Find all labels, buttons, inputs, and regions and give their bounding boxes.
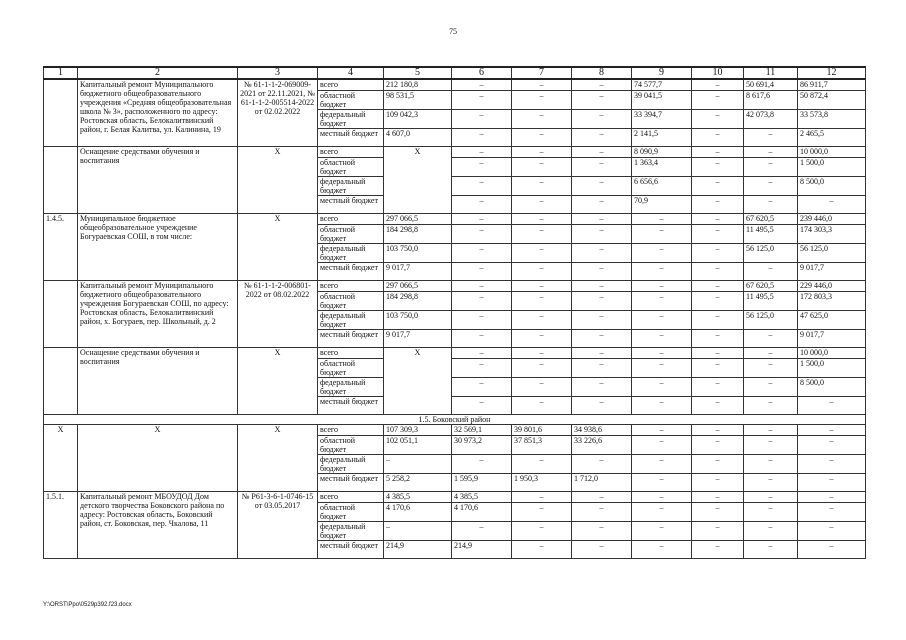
value-col-5: 212 180,8 — [384, 79, 452, 90]
value-col-10: – — [692, 262, 744, 280]
value-col-5: 98 531,5 — [384, 90, 452, 109]
value-col-11: – — [744, 454, 798, 473]
value-col-8: – — [572, 90, 632, 109]
value-col-9: – — [632, 347, 692, 358]
funding-source: областной бюджет — [318, 435, 384, 454]
value-col-6: – — [452, 262, 512, 280]
table-row — [44, 79, 866, 90]
value-col-7: – — [512, 79, 572, 90]
value-col-8: – — [572, 491, 632, 502]
col5-merged-value: Х — [384, 146, 452, 213]
value-col-5: 4 385,5 — [384, 491, 452, 502]
value-col-9: 70,9 — [632, 195, 692, 213]
value-col-11: – — [744, 377, 798, 396]
value-col-6: – — [452, 521, 512, 540]
value-col-10: – — [692, 291, 744, 310]
value-col-12: – — [798, 424, 866, 435]
value-col-7: – — [512, 396, 572, 414]
value-col-9: – — [632, 291, 692, 310]
value-col-8: – — [572, 291, 632, 310]
value-col-6: 1 595,9 — [452, 473, 512, 491]
value-col-12: – — [798, 435, 866, 454]
expertise-document: Х — [238, 146, 318, 213]
value-col-9: – — [632, 540, 692, 558]
value-col-11: – — [744, 195, 798, 213]
value-col-5: 4 170,6 — [384, 502, 452, 521]
item-number: 1.5.1. — [44, 491, 78, 558]
value-col-10: – — [692, 435, 744, 454]
value-col-11: – — [744, 435, 798, 454]
file-path-footer: Y:\ORST\Ppo\0529p392.f23.docx — [43, 602, 132, 608]
value-col-6: – — [452, 79, 512, 90]
value-col-6: – — [452, 213, 512, 224]
value-col-9: – — [632, 280, 692, 291]
funding-source: федеральный бюджет — [318, 109, 384, 128]
value-col-11: – — [744, 262, 798, 280]
value-col-5: 5 258,2 — [384, 473, 452, 491]
value-col-11: – — [744, 176, 798, 195]
value-col-8: – — [572, 521, 632, 540]
value-col-6: 4 170,6 — [452, 502, 512, 521]
value-col-10: – — [692, 195, 744, 213]
value-col-10: – — [692, 157, 744, 176]
value-col-12: 56 125,0 — [798, 243, 866, 262]
value-col-11: 56 125,0 — [744, 243, 798, 262]
table-row — [44, 347, 866, 358]
value-col-6: – — [452, 157, 512, 176]
value-col-9: – — [632, 329, 692, 347]
value-col-10: – — [692, 491, 744, 502]
funding-source: местный бюджет — [318, 396, 384, 414]
value-col-9: – — [632, 473, 692, 491]
funding-source: федеральный бюджет — [318, 310, 384, 329]
value-col-5: – — [384, 454, 452, 473]
value-col-12: 174 303,3 — [798, 224, 866, 243]
value-col-7: – — [512, 224, 572, 243]
value-col-12: 47 625,0 — [798, 310, 866, 329]
value-col-11: – — [744, 521, 798, 540]
value-col-7: 37 851,3 — [512, 435, 572, 454]
funding-source: местный бюджет — [318, 262, 384, 280]
value-col-7: – — [512, 157, 572, 176]
value-col-10: – — [692, 128, 744, 146]
value-col-11: 67 620,5 — [744, 213, 798, 224]
funding-source: местный бюджет — [318, 329, 384, 347]
value-col-6: – — [452, 176, 512, 195]
value-col-10: – — [692, 473, 744, 491]
value-col-11: – — [744, 358, 798, 377]
table-row — [44, 280, 866, 291]
value-col-12: 2 465,5 — [798, 128, 866, 146]
value-col-12: 8 500,0 — [798, 176, 866, 195]
funding-source: федеральный бюджет — [318, 377, 384, 396]
value-col-7: – — [512, 347, 572, 358]
item-name: Муниципальное бюджетное общеобразовательное учреждение Богураевская СОШ, в том числе: — [78, 213, 238, 280]
funding-source: всего — [318, 280, 384, 291]
value-col-8: – — [572, 329, 632, 347]
value-col-12: 172 803,3 — [798, 291, 866, 310]
value-col-12: 33 573,8 — [798, 109, 866, 128]
value-col-10: – — [692, 146, 744, 157]
value-col-10: – — [692, 347, 744, 358]
value-col-9: 74 577,7 — [632, 79, 692, 90]
value-col-11: – — [744, 157, 798, 176]
value-col-5: 184 298,8 — [384, 224, 452, 243]
value-col-9: – — [632, 262, 692, 280]
value-col-10: – — [692, 396, 744, 414]
value-col-10: – — [692, 224, 744, 243]
value-col-7: – — [512, 502, 572, 521]
value-col-11: – — [744, 128, 798, 146]
value-col-7: 1 950,3 — [512, 473, 572, 491]
value-col-9: 39 041,5 — [632, 90, 692, 109]
value-col-6: – — [452, 358, 512, 377]
value-col-6: – — [452, 329, 512, 347]
value-col-12: – — [798, 396, 866, 414]
value-col-10: – — [692, 377, 744, 396]
page-number: 75 — [449, 27, 457, 36]
value-col-8: – — [572, 454, 632, 473]
funding-source: федеральный бюджет — [318, 454, 384, 473]
item-number: 1.4.5. — [44, 213, 78, 280]
value-col-11: – — [744, 347, 798, 358]
value-col-8: – — [572, 262, 632, 280]
value-col-9: – — [632, 213, 692, 224]
item-name: Оснащение средствами обучения и воспитания — [78, 146, 238, 213]
value-col-8: 34 938,6 — [572, 424, 632, 435]
value-col-11: 67 620,5 — [744, 280, 798, 291]
value-col-8: – — [572, 195, 632, 213]
value-col-6: – — [452, 195, 512, 213]
value-col-12: – — [798, 521, 866, 540]
funding-source: всего — [318, 491, 384, 502]
value-col-10: – — [692, 90, 744, 109]
value-col-7: – — [512, 540, 572, 558]
value-col-8: – — [572, 243, 632, 262]
value-col-10: – — [692, 521, 744, 540]
value-col-9: 1 363,4 — [632, 157, 692, 176]
value-col-8: – — [572, 157, 632, 176]
value-col-12: – — [798, 454, 866, 473]
value-col-12: 239 446,0 — [798, 213, 866, 224]
value-col-12: 9 017,7 — [798, 329, 866, 347]
table-row — [44, 424, 866, 435]
funding-source: областной бюджет — [318, 502, 384, 521]
value-col-7: – — [512, 195, 572, 213]
value-col-11: – — [744, 329, 798, 347]
value-col-6: – — [452, 90, 512, 109]
expertise-document: Х — [238, 213, 318, 280]
value-col-6: 214,9 — [452, 540, 512, 558]
value-col-6: – — [452, 454, 512, 473]
col-header-11: 11 — [744, 67, 798, 79]
value-col-7: – — [512, 176, 572, 195]
value-col-5: 103 750,0 — [384, 243, 452, 262]
funding-source: федеральный бюджет — [318, 176, 384, 195]
funding-source: местный бюджет — [318, 128, 384, 146]
value-col-7: – — [512, 310, 572, 329]
value-col-7: – — [512, 109, 572, 128]
value-col-11: 50 691,4 — [744, 79, 798, 90]
value-col-5: 4 607,0 — [384, 128, 452, 146]
value-col-5: 102 051,1 — [384, 435, 452, 454]
value-col-10: – — [692, 454, 744, 473]
value-col-8: – — [572, 224, 632, 243]
value-col-7: – — [512, 90, 572, 109]
value-col-8: 33 226,6 — [572, 435, 632, 454]
value-col-7: – — [512, 128, 572, 146]
col-header-3: 3 — [238, 67, 318, 79]
value-col-5: – — [384, 521, 452, 540]
funding-source: всего — [318, 213, 384, 224]
value-col-8: – — [572, 310, 632, 329]
value-col-10: – — [692, 424, 744, 435]
value-col-9: 33 394,7 — [632, 109, 692, 128]
value-col-8: – — [572, 377, 632, 396]
value-col-11: 42 073,8 — [744, 109, 798, 128]
value-col-9: 2 141,5 — [632, 128, 692, 146]
item-name: Капитальный ремонт МБОУДОД Дом детского творчества Боковского района по адресу: Ростовская область, Боковский район, ст. Боковская, пер. Чкалова, 11 — [78, 491, 238, 558]
value-col-10: – — [692, 109, 744, 128]
funding-source: всего — [318, 146, 384, 157]
item-name: Капитальный ремонт Муниципального бюджетного общеобразовательного учреждения Богураевская СОШ, по адресу: Ростовская область, Белокалитвинский район, х. Богураев, пер. Школьный, д. 2 — [78, 280, 238, 347]
value-col-6: – — [452, 224, 512, 243]
value-col-11: – — [744, 424, 798, 435]
value-col-6: 30 973,2 — [452, 435, 512, 454]
col-header-12: 12 — [798, 67, 866, 79]
budget-table — [43, 66, 866, 559]
col-header-2: 2 — [78, 67, 238, 79]
value-col-5: 109 042,3 — [384, 109, 452, 128]
value-col-7: – — [512, 329, 572, 347]
value-col-7: – — [512, 358, 572, 377]
section-row — [44, 414, 866, 424]
value-col-8: – — [572, 79, 632, 90]
expertise-document: Х — [238, 347, 318, 414]
value-col-9: – — [632, 454, 692, 473]
funding-source: областной бюджет — [318, 157, 384, 176]
item-name: Оснащение средствами обучения и воспитания — [78, 347, 238, 414]
item-number: Х — [44, 424, 78, 491]
value-col-9: – — [632, 310, 692, 329]
value-col-12: – — [798, 195, 866, 213]
value-col-5: 103 750,0 — [384, 310, 452, 329]
table-row — [44, 146, 866, 157]
value-col-8: – — [572, 347, 632, 358]
value-col-7: – — [512, 243, 572, 262]
value-col-5: 107 309,3 — [384, 424, 452, 435]
value-col-10: – — [692, 79, 744, 90]
value-col-6: – — [452, 243, 512, 262]
value-col-9: – — [632, 358, 692, 377]
funding-source: областной бюджет — [318, 224, 384, 243]
value-col-6: – — [452, 377, 512, 396]
value-col-6: – — [452, 128, 512, 146]
item-number — [44, 79, 78, 146]
value-col-11: 11 495,5 — [744, 291, 798, 310]
value-col-12: – — [798, 502, 866, 521]
expertise-document: № Р61-3-6-1-0746-15 от 03.05.2017 — [238, 491, 318, 558]
col-header-1: 1 — [44, 67, 78, 79]
value-col-6: 32 569,1 — [452, 424, 512, 435]
value-col-10: – — [692, 176, 744, 195]
value-col-10: – — [692, 329, 744, 347]
value-col-9: – — [632, 224, 692, 243]
value-col-5: 9 017,7 — [384, 329, 452, 347]
value-col-8: – — [572, 128, 632, 146]
value-col-8: – — [572, 540, 632, 558]
value-col-10: – — [692, 310, 744, 329]
expertise-document: Х — [238, 424, 318, 491]
col-header-5: 5 — [384, 67, 452, 79]
value-col-6: – — [452, 396, 512, 414]
value-col-9: – — [632, 502, 692, 521]
expertise-document: № 61-1-1-2-006801-2022 от 08.02.2022 — [238, 280, 318, 347]
funding-source: областной бюджет — [318, 358, 384, 377]
value-col-8: – — [572, 146, 632, 157]
value-col-6: – — [452, 109, 512, 128]
value-col-12: 229 446,0 — [798, 280, 866, 291]
value-col-12: – — [798, 491, 866, 502]
column-number-row — [44, 67, 866, 79]
value-col-6: – — [452, 291, 512, 310]
col5-merged-value: Х — [384, 347, 452, 414]
funding-source: федеральный бюджет — [318, 521, 384, 540]
value-col-9: – — [632, 377, 692, 396]
value-col-9: – — [632, 435, 692, 454]
value-col-6: – — [452, 280, 512, 291]
col-header-6: 6 — [452, 67, 512, 79]
item-number — [44, 146, 78, 213]
item-number — [44, 347, 78, 414]
value-col-12: – — [798, 540, 866, 558]
value-col-7: – — [512, 291, 572, 310]
value-col-12: 1 500,0 — [798, 157, 866, 176]
funding-source: федеральный бюджет — [318, 243, 384, 262]
value-col-9: – — [632, 243, 692, 262]
expertise-document: № 61-1-1-2-069009-2021 от 22.11.2021, № 61-1-1-2-005514-2022 от 02.02.2022 — [238, 79, 318, 146]
funding-source: местный бюджет — [318, 473, 384, 491]
value-col-7: – — [512, 377, 572, 396]
value-col-11: – — [744, 502, 798, 521]
value-col-6: – — [452, 310, 512, 329]
value-col-12: 86 911,7 — [798, 79, 866, 90]
value-col-8: – — [572, 396, 632, 414]
value-col-11: 8 617,6 — [744, 90, 798, 109]
value-col-9: 8 090,9 — [632, 146, 692, 157]
value-col-12: 9 017,7 — [798, 262, 866, 280]
value-col-10: – — [692, 540, 744, 558]
funding-source: местный бюджет — [318, 195, 384, 213]
col-header-10: 10 — [692, 67, 744, 79]
value-col-12: 10 000,0 — [798, 347, 866, 358]
value-col-5: 297 066,5 — [384, 280, 452, 291]
value-col-9: – — [632, 424, 692, 435]
value-col-11: 56 125,0 — [744, 310, 798, 329]
value-col-8: – — [572, 176, 632, 195]
value-col-8: – — [572, 109, 632, 128]
value-col-10: – — [692, 358, 744, 377]
item-number — [44, 280, 78, 347]
col-header-9: 9 — [632, 67, 692, 79]
funding-source: областной бюджет — [318, 291, 384, 310]
col-header-4: 4 — [318, 67, 384, 79]
value-col-11: – — [744, 396, 798, 414]
value-col-11: – — [744, 540, 798, 558]
section-title: 1.5. Боковский район — [44, 414, 866, 424]
value-col-7: – — [512, 454, 572, 473]
value-col-6: 4 385,5 — [452, 491, 512, 502]
funding-source: всего — [318, 424, 384, 435]
value-col-8: – — [572, 358, 632, 377]
col-header-7: 7 — [512, 67, 572, 79]
value-col-12: 50 872,4 — [798, 90, 866, 109]
table-row — [44, 491, 866, 502]
value-col-7: 39 801,6 — [512, 424, 572, 435]
funding-source: всего — [318, 347, 384, 358]
value-col-12: – — [798, 473, 866, 491]
value-col-9: – — [632, 396, 692, 414]
value-col-7: – — [512, 491, 572, 502]
value-col-8: 1 712,0 — [572, 473, 632, 491]
value-col-7: – — [512, 146, 572, 157]
value-col-5: 214,9 — [384, 540, 452, 558]
value-col-9: 6 656,6 — [632, 176, 692, 195]
value-col-5: 9 017,7 — [384, 262, 452, 280]
value-col-8: – — [572, 502, 632, 521]
value-col-12: 1 500,0 — [798, 358, 866, 377]
value-col-9: – — [632, 491, 692, 502]
table-row — [44, 213, 866, 224]
value-col-9: – — [632, 521, 692, 540]
value-col-12: 10 000,0 — [798, 146, 866, 157]
value-col-10: – — [692, 502, 744, 521]
value-col-8: – — [572, 213, 632, 224]
value-col-7: – — [512, 280, 572, 291]
value-col-11: 11 495,5 — [744, 224, 798, 243]
value-col-10: – — [692, 213, 744, 224]
value-col-5: 297 066,5 — [384, 213, 452, 224]
value-col-7: – — [512, 213, 572, 224]
value-col-11: – — [744, 473, 798, 491]
value-col-11: – — [744, 491, 798, 502]
item-name: Капитальный ремонт Муниципального бюджетного общеобразовательного учреждения «Средняя общеобразовательная школа № 3», расположенного по адресу: Ростовская область, Белокалитвинский район, г. Белая Калитва, ул. Калинина, 19 — [78, 79, 238, 146]
value-col-12: 8 500,0 — [798, 377, 866, 396]
value-col-6: – — [452, 347, 512, 358]
value-col-5: 184 298,8 — [384, 291, 452, 310]
funding-source: местный бюджет — [318, 540, 384, 558]
value-col-10: – — [692, 280, 744, 291]
item-name: Х — [78, 424, 238, 491]
value-col-11: – — [744, 146, 798, 157]
value-col-6: – — [452, 146, 512, 157]
col-header-8: 8 — [572, 67, 632, 79]
value-col-8: – — [572, 280, 632, 291]
value-col-7: – — [512, 262, 572, 280]
funding-source: всего — [318, 79, 384, 90]
funding-source: областной бюджет — [318, 90, 384, 109]
value-col-7: – — [512, 521, 572, 540]
value-col-10: – — [692, 243, 744, 262]
